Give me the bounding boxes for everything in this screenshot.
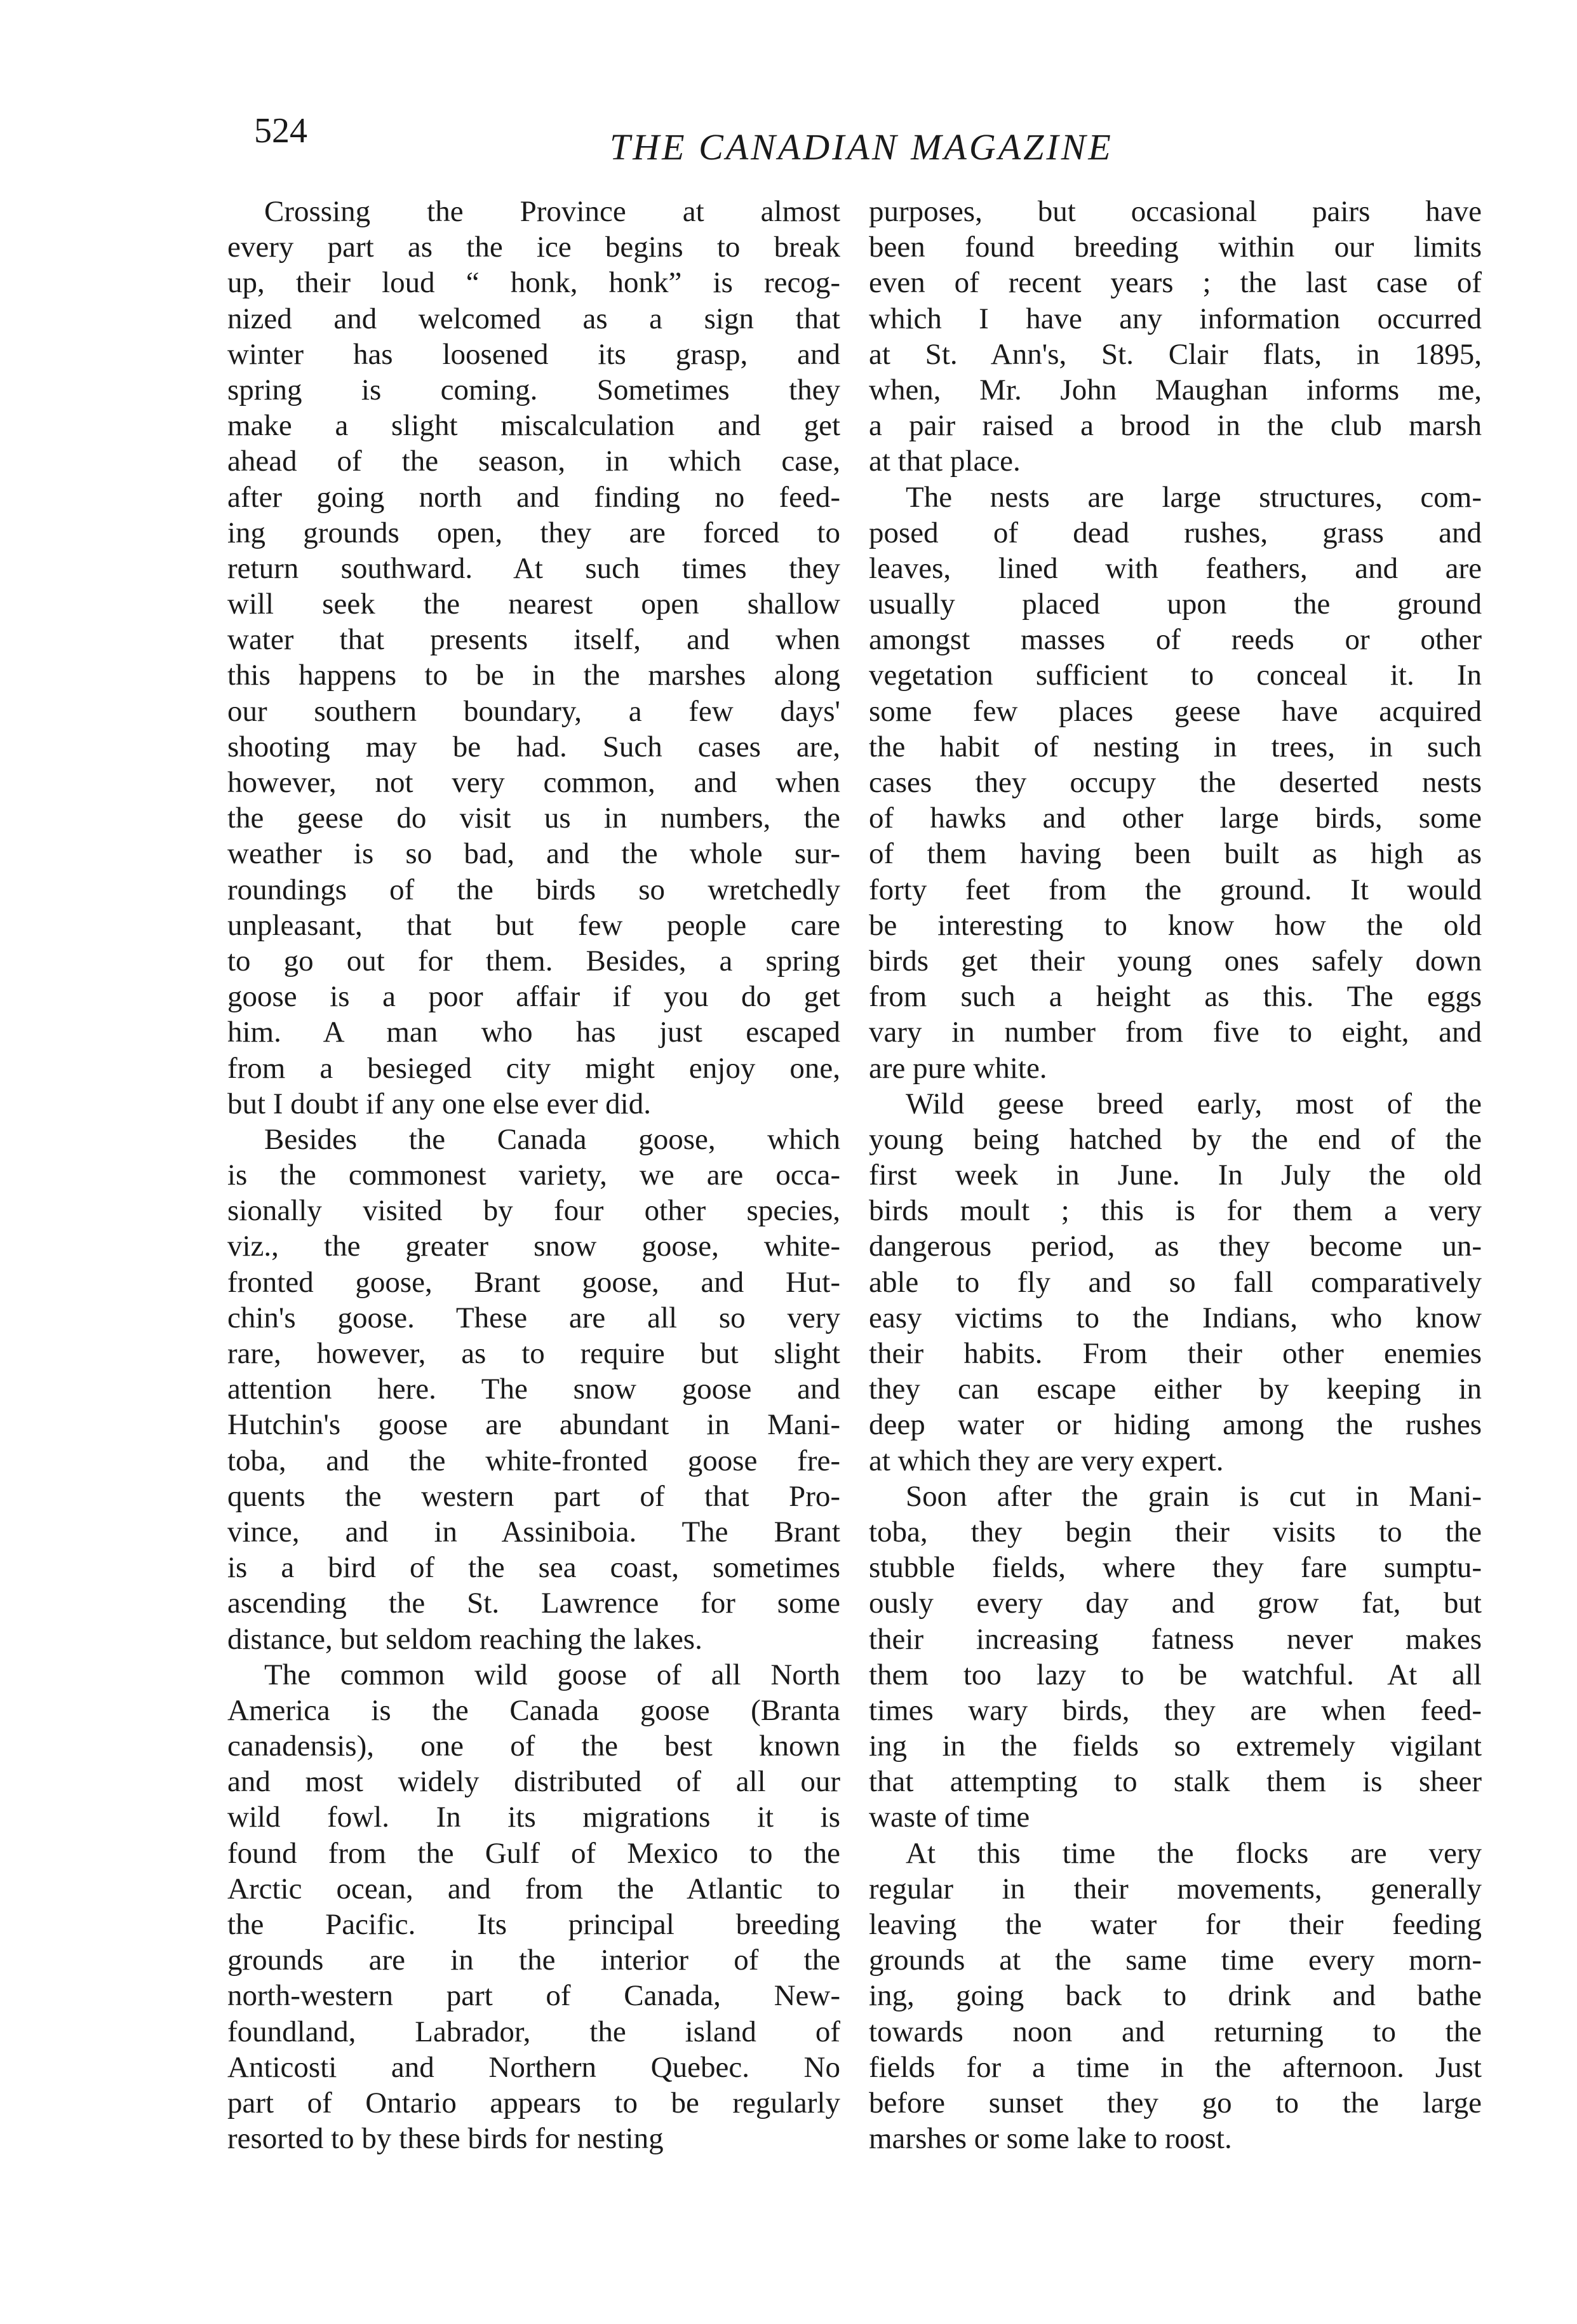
text-line: foundland, Labrador, the island of xyxy=(227,2015,840,2048)
text-line: water that presents itself, and when xyxy=(227,623,840,657)
text-line: our southern boundary, a few days' xyxy=(227,694,840,728)
text-line: canadensis), one of the best known xyxy=(227,1730,840,1763)
text-line: The nests are large structures, com- xyxy=(906,480,1482,514)
text-line: ahead of the season, in which case, xyxy=(227,445,840,478)
text-line: even of recent years ; the last case of xyxy=(869,266,1482,300)
text-line: vary in number from five to eight, and xyxy=(869,1016,1482,1049)
text-line: toba, and the white-fronted goose fre- xyxy=(227,1444,840,1477)
text-line: ing grounds open, they are forced to xyxy=(227,516,840,549)
text-line: will seek the nearest open shallow xyxy=(227,588,840,621)
text-line: At this time the flocks are very xyxy=(906,1836,1482,1870)
text-line: birds get their young ones safely down xyxy=(869,944,1482,977)
text-line: which I have any information occurred xyxy=(869,302,1482,335)
text-line: however, not very common, and when xyxy=(227,766,840,799)
text-line: toba, they begin their visits to the xyxy=(869,1515,1482,1548)
text-line: marshes or some lake to roost. xyxy=(869,2122,1232,2156)
text-line: every part as the ice begins to break xyxy=(227,231,840,264)
text-line: grounds at the same time every morn- xyxy=(869,1944,1482,1977)
text-line: ing, going back to drink and bathe xyxy=(869,1979,1482,2013)
text-line: purposes, but occasional pairs have xyxy=(869,195,1482,228)
text-line: spring is coming. Sometimes they xyxy=(227,373,840,406)
text-line: sionally visited by four other species, xyxy=(227,1194,840,1228)
text-line: usually placed upon the ground xyxy=(869,588,1482,621)
running-title: THE CANADIAN MAGAZINE xyxy=(610,126,1113,168)
text-line: The common wild goose of all North xyxy=(264,1658,840,1691)
text-line: found from the Gulf of Mexico to the xyxy=(227,1836,840,1870)
text-line: that attempting to stalk them is sheer xyxy=(869,1765,1482,1799)
text-line: grounds are in the interior of the xyxy=(227,1944,840,1977)
text-line: amongst masses of reeds or other xyxy=(869,623,1482,657)
text-line: him. A man who has just escaped xyxy=(227,1016,840,1049)
text-line: leaves, lined with feathers, and are xyxy=(869,551,1482,585)
text-line: the Pacific. Its principal breeding xyxy=(227,1908,840,1941)
text-line: resorted to by these birds for nesting xyxy=(227,2122,664,2156)
paragraph xyxy=(869,1836,1482,2157)
text-line: Soon after the grain is cut in Mani- xyxy=(906,1479,1482,1513)
text-line: deep water or hiding among the rushes xyxy=(869,1408,1482,1442)
text-line: part of Ontario appears to be regularly xyxy=(227,2086,840,2119)
text-line: return southward. At such times they xyxy=(227,551,840,585)
text-line: their habits. From their other enemies xyxy=(869,1337,1482,1370)
text-line: vegetation sufficient to conceal it. In xyxy=(869,659,1482,692)
text-line: is the commonest variety, we are occa- xyxy=(227,1159,840,1192)
text-line: this happens to be in the marshes along xyxy=(227,659,840,692)
text-line: some few places geese have acquired xyxy=(869,694,1482,728)
text-line: leaving the water for their feeding xyxy=(869,1908,1482,1941)
text-line: up, their loud “ honk, honk” is recog- xyxy=(227,266,840,300)
text-line: weather is so bad, and the whole sur- xyxy=(227,837,840,871)
text-line: Wild geese breed early, most of the xyxy=(906,1087,1482,1120)
text-line: from such a height as this. The eggs xyxy=(869,980,1482,1014)
text-line: rare, however, as to require but slight xyxy=(227,1337,840,1370)
text-line: a pair raised a brood in the club marsh xyxy=(869,409,1482,443)
text-line: first week in June. In July the old xyxy=(869,1159,1482,1192)
text-line: been found breeding within our limits xyxy=(869,231,1482,264)
text-line: vince, and in Assiniboia. The Brant xyxy=(227,1515,840,1548)
text-line: fronted goose, Brant goose, and Hut- xyxy=(227,1265,840,1299)
text-line: before sunset they go to the large xyxy=(869,2086,1482,2119)
text-line: of them having been built as high as xyxy=(869,837,1482,871)
text-line: the geese do visit us in numbers, the xyxy=(227,802,840,835)
paragraph xyxy=(227,1657,840,2157)
text-line: but I doubt if any one else ever did. xyxy=(227,1087,651,1120)
text-line: distance, but seldom reaching the lakes. xyxy=(227,1622,702,1656)
text-line: at which they are very expert. xyxy=(869,1444,1224,1477)
text-line: make a slight miscalculation and get xyxy=(227,409,840,443)
text-line: Hutchin's goose are abundant in Mani- xyxy=(227,1408,840,1442)
text-line: towards noon and returning to the xyxy=(869,2015,1482,2048)
text-line: Crossing the Province at almost xyxy=(264,195,840,228)
text-line: Besides the Canada goose, which xyxy=(264,1122,840,1156)
text-line: viz., the greater snow goose, white- xyxy=(227,1230,840,1263)
text-line: Arctic ocean, and from the Atlantic to xyxy=(227,1872,840,1905)
text-line: Anticosti and Northern Quebec. No xyxy=(227,2050,840,2084)
text-line: able to fly and so fall comparatively xyxy=(869,1265,1482,1299)
text-line: their increasing fatness never makes xyxy=(869,1622,1482,1656)
text-line: birds moult ; this is for them a very xyxy=(869,1194,1482,1228)
paragraph xyxy=(227,1122,840,1657)
text-line: stubble fields, where they fare sumptu- xyxy=(869,1551,1482,1585)
text-line: waste of time xyxy=(869,1801,1030,1834)
text-line: be interesting to know how the old xyxy=(869,908,1482,942)
text-line: they can escape either by keeping in xyxy=(869,1373,1482,1406)
text-line: times wary birds, they are when feed- xyxy=(869,1693,1482,1727)
text-line: unpleasant, that but few people care xyxy=(227,908,840,942)
text-line: easy victims to the Indians, who know xyxy=(869,1301,1482,1334)
text-line: winter has loosened its grasp, and xyxy=(227,337,840,371)
text-line: posed of dead rushes, grass and xyxy=(869,516,1482,549)
text-line: is a bird of the sea coast, sometimes xyxy=(227,1551,840,1585)
text-line: ing in the fields so extremely vigilant xyxy=(869,1730,1482,1763)
text-line: ascending the St. Lawrence for some xyxy=(227,1587,840,1620)
text-line: north-western part of Canada, New- xyxy=(227,1979,840,2013)
text-line: nized and welcomed as a sign that xyxy=(227,302,840,335)
text-line: at St. Ann's, St. Clair flats, in 1895, xyxy=(869,337,1482,371)
page-number: 524 xyxy=(254,111,307,151)
paragraph xyxy=(869,1479,1482,1836)
text-line: America is the Canada goose (Branta xyxy=(227,1693,840,1727)
column-right xyxy=(869,194,1482,2156)
text-line: wild fowl. In its migrations it is xyxy=(227,1801,840,1834)
text-line: quents the western part of that Pro- xyxy=(227,1479,840,1513)
text-line: chin's goose. These are all so very xyxy=(227,1301,840,1334)
paragraph xyxy=(869,1086,1482,1479)
text-line: are pure white. xyxy=(869,1051,1047,1085)
column-left xyxy=(227,194,840,2156)
text-line: cases they occupy the deserted nests xyxy=(869,766,1482,799)
paragraph xyxy=(869,194,1482,480)
text-line: shooting may be had. Such cases are, xyxy=(227,730,840,763)
text-line: goose is a poor affair if you do get xyxy=(227,980,840,1014)
text-line: to go out for them. Besides, a spring xyxy=(227,944,840,977)
text-line: attention here. The snow goose and xyxy=(227,1373,840,1406)
text-line: dangerous period, as they become un- xyxy=(869,1230,1482,1263)
text-line: regular in their movements, generally xyxy=(869,1872,1482,1905)
text-line: at that place. xyxy=(869,445,1021,478)
text-line: fields for a time in the afternoon. Just xyxy=(869,2050,1482,2084)
text-line: from a besieged city might enjoy one, xyxy=(227,1051,840,1085)
paragraph xyxy=(227,194,840,1122)
text-line: forty feet from the ground. It would xyxy=(869,873,1482,906)
text-line: them too lazy to be watchful. At all xyxy=(869,1658,1482,1691)
text-line: of hawks and other large birds, some xyxy=(869,802,1482,835)
text-line: ously every day and grow fat, but xyxy=(869,1587,1482,1620)
text-line: young being hatched by the end of the xyxy=(869,1122,1482,1156)
text-line: the habit of nesting in trees, in such xyxy=(869,730,1482,763)
text-line: and most widely distributed of all our xyxy=(227,1765,840,1799)
paragraph xyxy=(869,480,1482,1086)
text-line: when, Mr. John Maughan informs me, xyxy=(869,373,1482,406)
text-line: roundings of the birds so wretchedly xyxy=(227,873,840,906)
text-line: after going north and finding no feed- xyxy=(227,480,840,514)
